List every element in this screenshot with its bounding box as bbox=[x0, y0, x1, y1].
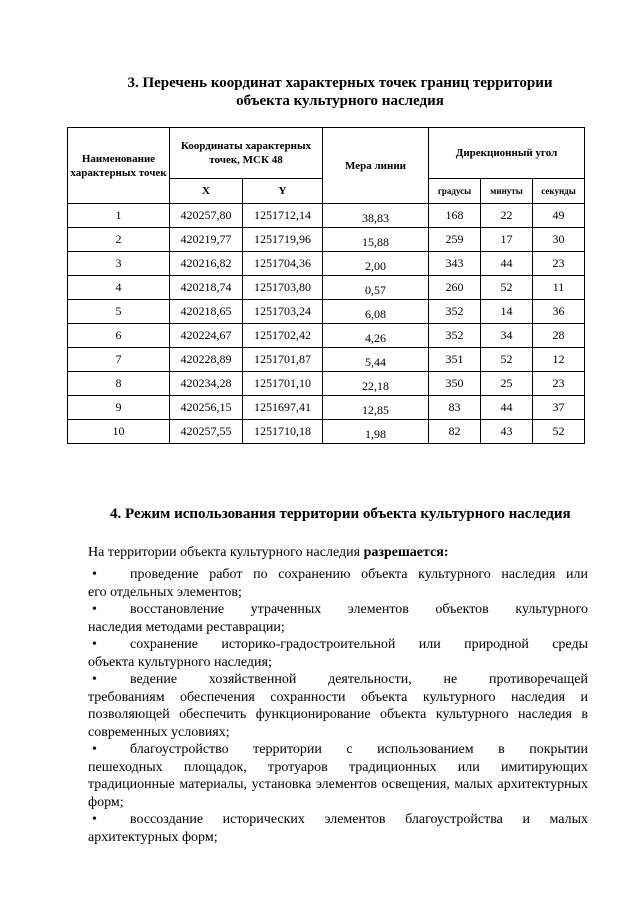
angle-seconds-cell: 12 bbox=[533, 348, 585, 372]
point-number-cell: 6 bbox=[68, 324, 170, 348]
line-length-cell: 15,88 bbox=[323, 228, 429, 252]
coord-x-cell: 420216,82 bbox=[170, 252, 243, 276]
table-row bbox=[68, 348, 585, 372]
section-3-heading-line2: объекта культурного наследия bbox=[236, 93, 444, 109]
header-coordinates: Координаты характерных точек, МСК 48 bbox=[170, 128, 323, 179]
line-length-cell: 2,00 bbox=[323, 252, 429, 276]
line-length-cell: 6,08 bbox=[323, 300, 429, 324]
angle-seconds-cell: 36 bbox=[533, 300, 585, 324]
coord-y-cell: 1251702,42 bbox=[243, 324, 323, 348]
point-number-cell: 1 bbox=[68, 204, 170, 228]
bullet-icon: • bbox=[92, 637, 97, 652]
angle-seconds-cell: 30 bbox=[533, 228, 585, 252]
angle-minutes-cell: 44 bbox=[481, 396, 533, 420]
header-minutes: минуты bbox=[481, 179, 533, 204]
intro-bold: разрешается: bbox=[363, 545, 449, 560]
point-number-cell: 4 bbox=[68, 276, 170, 300]
header-line-length: Мера линии bbox=[323, 128, 429, 204]
coord-y-cell: 1251703,80 bbox=[243, 276, 323, 300]
bullet-icon: • bbox=[92, 742, 97, 757]
angle-seconds-cell: 28 bbox=[533, 324, 585, 348]
coord-x-cell: 420228,89 bbox=[170, 348, 243, 372]
angle-minutes-cell: 22 bbox=[481, 204, 533, 228]
angle-minutes-cell: 52 bbox=[481, 276, 533, 300]
angle-minutes-cell: 52 bbox=[481, 348, 533, 372]
list-item-continuation: наследия методами реставрации; bbox=[88, 619, 285, 635]
list-item bbox=[88, 636, 588, 671]
coord-x-cell: 420257,80 bbox=[170, 204, 243, 228]
angle-degrees-cell: 343 bbox=[429, 252, 481, 276]
line-length-cell: 4,26 bbox=[323, 324, 429, 348]
angle-degrees-cell: 168 bbox=[429, 204, 481, 228]
angle-minutes-cell: 34 bbox=[481, 324, 533, 348]
list-item-first-line: сохранение историко-градостроительной или природной среды bbox=[130, 637, 588, 652]
bullet-icon: • bbox=[92, 672, 97, 687]
list-item bbox=[88, 741, 588, 811]
coord-y-cell: 1251719,96 bbox=[243, 228, 323, 252]
coord-x-cell: 420256,15 bbox=[170, 396, 243, 420]
line-length-cell: 22,18 bbox=[323, 372, 429, 396]
bullet-icon: • bbox=[92, 567, 97, 582]
angle-degrees-cell: 351 bbox=[429, 348, 481, 372]
coord-x-cell: 420219,77 bbox=[170, 228, 243, 252]
table-row bbox=[68, 420, 585, 444]
angle-minutes-cell: 25 bbox=[481, 372, 533, 396]
point-number-cell: 5 bbox=[68, 300, 170, 324]
list-item-continuation: его отдельных элементов; bbox=[88, 584, 242, 600]
coord-y-cell: 1251701,10 bbox=[243, 372, 323, 396]
table-row bbox=[68, 276, 585, 300]
section-3-heading bbox=[60, 74, 620, 110]
point-number-cell: 7 bbox=[68, 348, 170, 372]
angle-minutes-cell: 43 bbox=[481, 420, 533, 444]
list-item bbox=[88, 601, 588, 636]
coord-y-cell: 1251701,87 bbox=[243, 348, 323, 372]
point-number-cell: 10 bbox=[68, 420, 170, 444]
list-item-first-line: восстановление утраченных элементов объектов культурного bbox=[130, 602, 588, 617]
coordinates-table bbox=[67, 127, 585, 444]
list-item-continuation: архитектурных форм; bbox=[88, 829, 218, 845]
line-length-cell: 12,85 bbox=[323, 396, 429, 420]
table-row bbox=[68, 252, 585, 276]
line-length-cell: 0,57 bbox=[323, 276, 429, 300]
line-length-cell: 5,44 bbox=[323, 348, 429, 372]
table-body bbox=[68, 204, 585, 444]
angle-degrees-cell: 352 bbox=[429, 324, 481, 348]
bullet-icon: • bbox=[92, 602, 97, 617]
coord-y-cell: 1251703,24 bbox=[243, 300, 323, 324]
intro-paragraph bbox=[88, 544, 588, 562]
angle-degrees-cell: 259 bbox=[429, 228, 481, 252]
angle-minutes-cell: 14 bbox=[481, 300, 533, 324]
bullet-icon: • bbox=[92, 812, 97, 827]
table-row bbox=[68, 396, 585, 420]
angle-degrees-cell: 83 bbox=[429, 396, 481, 420]
angle-minutes-cell: 17 bbox=[481, 228, 533, 252]
coord-x-cell: 420218,74 bbox=[170, 276, 243, 300]
table-row bbox=[68, 324, 585, 348]
point-number-cell: 2 bbox=[68, 228, 170, 252]
section-4-heading: 4. Режим использования территории объекта культурного наследия bbox=[110, 506, 571, 522]
header-seconds: секунды bbox=[533, 179, 585, 204]
list-item-first-line: ведение хозяйственной деятельности, не противоречащей bbox=[130, 672, 588, 687]
header-y: Y bbox=[243, 179, 323, 204]
line-length-cell: 1,98 bbox=[323, 420, 429, 444]
table-row bbox=[68, 372, 585, 396]
angle-seconds-cell: 11 bbox=[533, 276, 585, 300]
section-3-heading-line1: 3. Перечень координат характерных точек границ территории bbox=[127, 75, 553, 91]
header-direction-angle: Дирекционный угол bbox=[429, 128, 585, 179]
list-item-first-line: благоустройство территории с использованием в покрытии bbox=[130, 742, 588, 757]
angle-degrees-cell: 82 bbox=[429, 420, 481, 444]
list-item-continuation: требованиям обеспечения сохранности объекта культурного наследия и позволяющей обеспечить функционирование объекта культурного наследия в современных условиях; bbox=[88, 689, 588, 740]
angle-seconds-cell: 37 bbox=[533, 396, 585, 420]
list-item-first-line: воссоздание исторических элементов благоустройства и малых bbox=[130, 812, 588, 827]
point-number-cell: 9 bbox=[68, 396, 170, 420]
coord-x-cell: 420224,67 bbox=[170, 324, 243, 348]
point-number-cell: 3 bbox=[68, 252, 170, 276]
angle-degrees-cell: 350 bbox=[429, 372, 481, 396]
angle-seconds-cell: 52 bbox=[533, 420, 585, 444]
header-point-name: Наименование характерных точек bbox=[68, 128, 170, 204]
coord-x-cell: 420218,65 bbox=[170, 300, 243, 324]
angle-seconds-cell: 23 bbox=[533, 372, 585, 396]
angle-minutes-cell: 44 bbox=[481, 252, 533, 276]
list-item bbox=[88, 811, 588, 846]
coord-y-cell: 1251712,14 bbox=[243, 204, 323, 228]
list-item-first-line: проведение работ по сохранению объекта культурного наследия или bbox=[130, 567, 588, 582]
header-degrees: градусы bbox=[429, 179, 481, 204]
angle-degrees-cell: 352 bbox=[429, 300, 481, 324]
list-item-continuation: пешеходных площадок, тротуаров традиционных или имитирующих традиционные материалы, установка элементов освещения, малых архитектурных форм; bbox=[88, 759, 588, 810]
coord-x-cell: 420257,55 bbox=[170, 420, 243, 444]
coord-y-cell: 1251704,36 bbox=[243, 252, 323, 276]
coord-y-cell: 1251697,41 bbox=[243, 396, 323, 420]
table-row bbox=[68, 204, 585, 228]
header-x: X bbox=[170, 179, 243, 204]
line-length-cell: 38,83 bbox=[323, 204, 429, 228]
list-item bbox=[88, 671, 588, 741]
angle-degrees-cell: 260 bbox=[429, 276, 481, 300]
table-row bbox=[68, 300, 585, 324]
intro-text: На территории объекта культурного наследия bbox=[88, 545, 364, 560]
angle-seconds-cell: 49 bbox=[533, 204, 585, 228]
angle-seconds-cell: 23 bbox=[533, 252, 585, 276]
list-item bbox=[88, 566, 588, 601]
coord-x-cell: 420234,28 bbox=[170, 372, 243, 396]
point-number-cell: 8 bbox=[68, 372, 170, 396]
list-item-continuation: объекта культурного наследия; bbox=[88, 654, 272, 670]
table-row bbox=[68, 228, 585, 252]
coord-y-cell: 1251710,18 bbox=[243, 420, 323, 444]
